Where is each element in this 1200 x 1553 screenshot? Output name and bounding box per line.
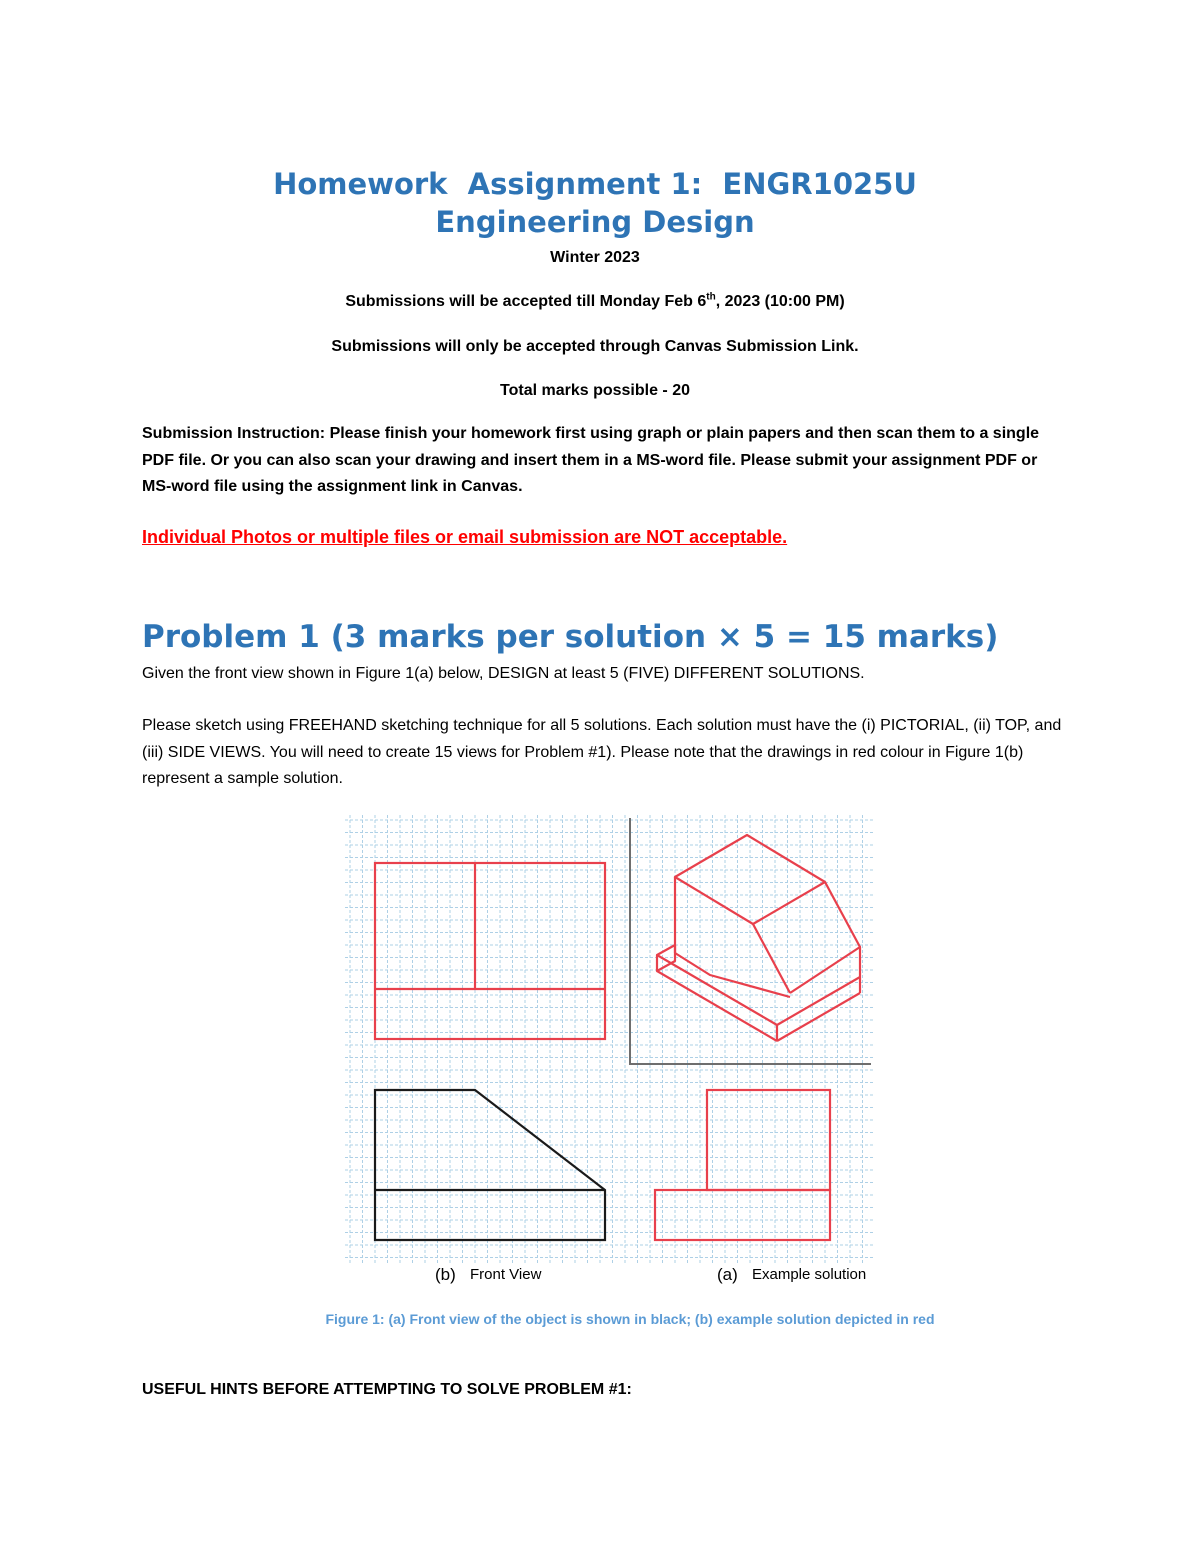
- problem-1-statement: Given the front view shown in Figure 1(a) below, DESIGN at least 5 (FIVE) DIFFERENT SOLUTIONS.: [142, 665, 865, 682]
- submission-instruction: Submission Instruction: Please finish your homework first using graph or plain papers and then scan them to a single PDF file. Or you can also scan your drawing and insert them in a MS-word file. Please submit your assignment PDF or MS-word file using the assignment link in Canvas.: [142, 425, 1040, 495]
- figure-1: [330, 815, 875, 1295]
- side-view-red: [655, 1090, 830, 1240]
- title-line-1: Homework Assignment 1: ENGR1025U: [273, 167, 917, 201]
- warning-note: Individual Photos or multiple files or email submission are NOT acceptable.: [142, 527, 788, 547]
- total-marks: Total marks possible - 20: [500, 382, 690, 399]
- figure-1-caption: Figure 1: (a) Front view of the object is shown in black; (b) example solution depicted in red: [325, 1311, 935, 1327]
- front-view-black: [375, 1090, 605, 1240]
- front-view-label-letter: (b): [435, 1265, 456, 1284]
- deadline-main: Submissions will be accepted till Monday Feb 6: [345, 293, 707, 310]
- problem-1-heading: Problem 1 (3 marks per solution × 5 = 15 marks): [142, 619, 999, 655]
- deadline-rest: , 2023 (10:00 PM): [715, 293, 845, 310]
- front-view-label: Front View: [470, 1266, 542, 1283]
- figure-1-drawing: [330, 815, 875, 1290]
- deadline: [0, 292, 1190, 312]
- example-solution-label: Example solution: [752, 1266, 867, 1283]
- submission-channel: Submissions will only be accepted through Canvas Submission Link.: [331, 338, 859, 355]
- problem-1-details: Please sketch using FREEHAND sketching technique for all 5 solutions. Each solution must have the (i) PICTORIAL, (ii) TOP, and (iii) SIDE VIEWS. You will need to create 15 views for Problem #1). Please note that the drawings in red colour in Figure 1(b) represent a sample solution.: [142, 717, 1062, 787]
- example-solution-label-letter: (a): [717, 1265, 738, 1284]
- deadline-ordinal: th: [706, 291, 716, 303]
- top-view-red: [375, 863, 605, 1039]
- hints-heading: USEFUL HINTS BEFORE ATTEMPTING TO SOLVE PROBLEM #1:: [142, 1381, 632, 1398]
- term: Winter 2023: [550, 249, 640, 266]
- title-line-2: Engineering Design: [435, 205, 755, 239]
